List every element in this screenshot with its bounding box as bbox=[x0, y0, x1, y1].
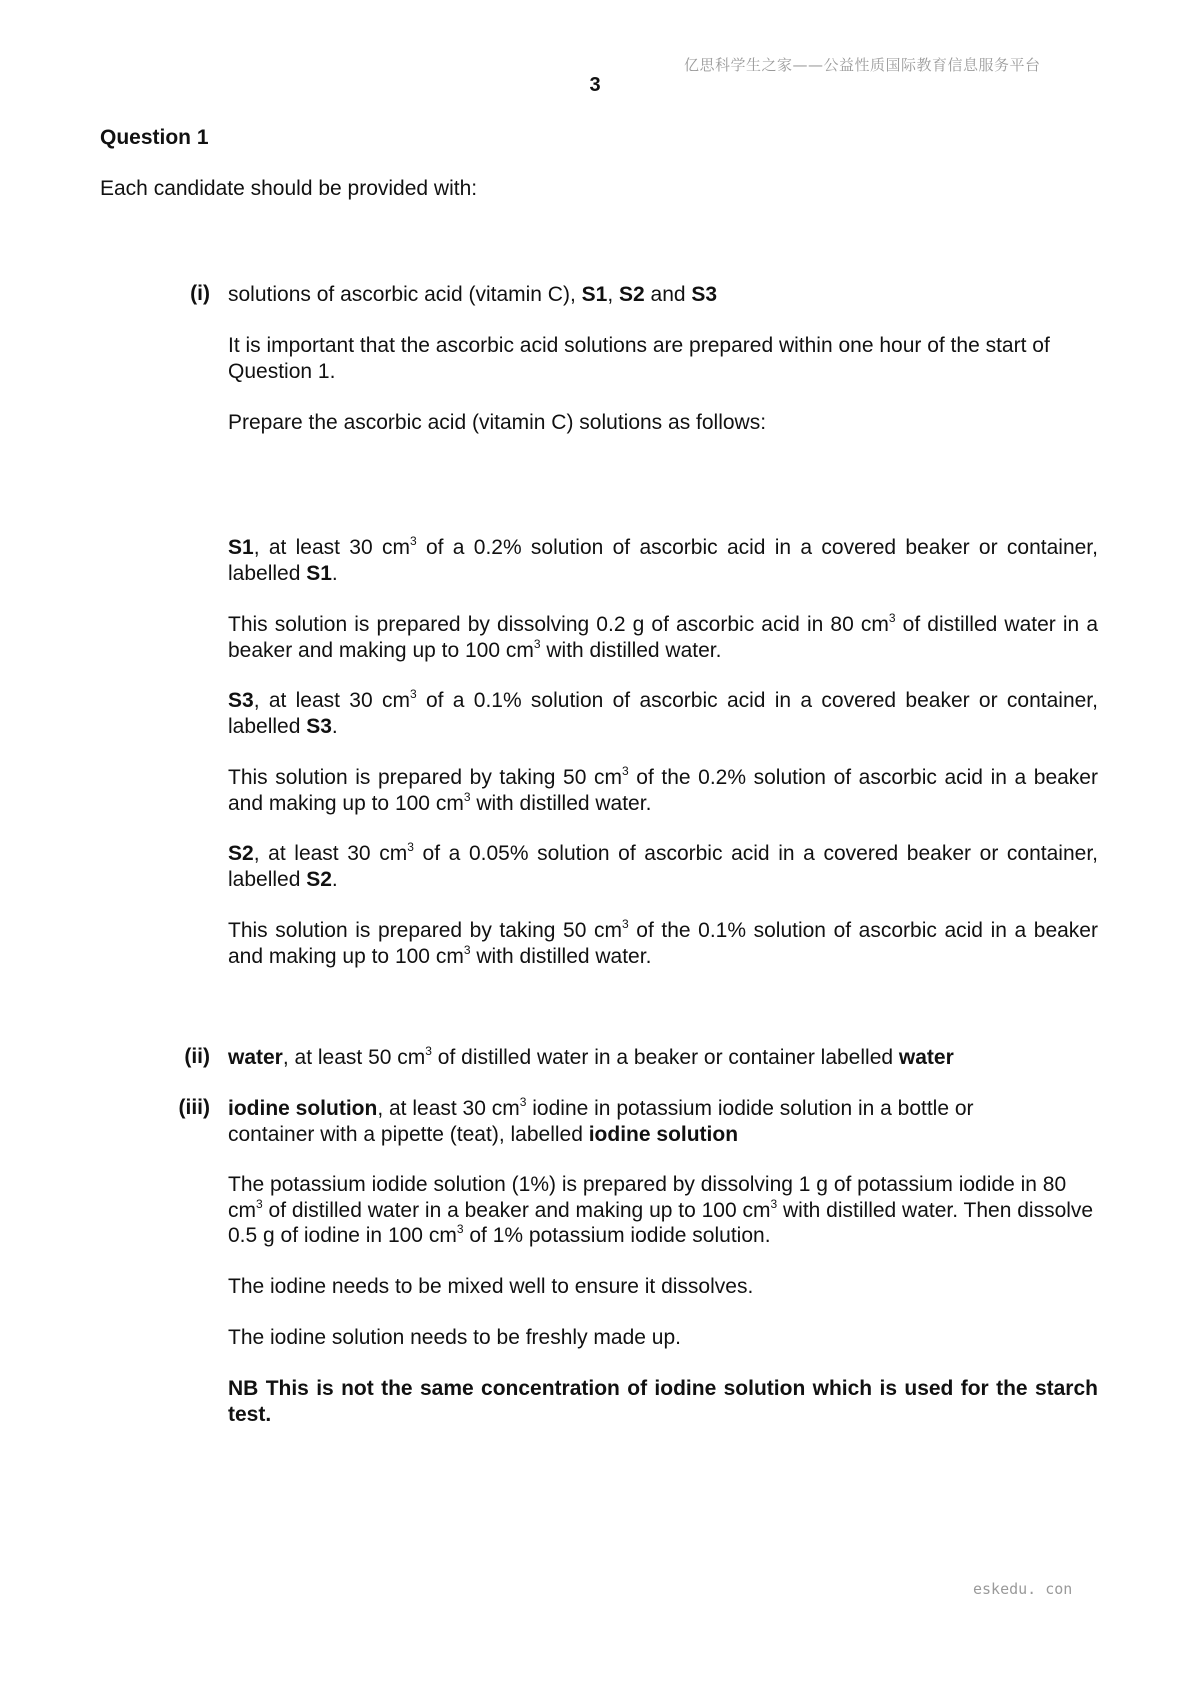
question-title: Question 1 bbox=[100, 126, 209, 149]
s2-preparation: This solution is prepared by taking 50 $cm^3$ of the 0.1% solution of ascorbic acid in a beaker and making up to 100 $cm^3$ with distilled water. bbox=[228, 917, 1098, 968]
s3-preparation: This solution is prepared by taking 50 $cm^3$ of the 0.2% solution of ascorbic acid in a beaker and making up to 100 $cm^3$ with distilled water. bbox=[228, 764, 1098, 815]
item-iii-label: (iii) bbox=[178, 1096, 210, 1119]
item-i-label: (i) bbox=[190, 282, 210, 305]
nb-warning: NB This is not the same concentration of iodine solution which is used for the starch test. bbox=[228, 1377, 1098, 1426]
s3-description: S3, at least 30 $cm^3$ of a 0.1% solution of ascorbic acid in a covered beaker or container, labelled S3. bbox=[228, 687, 1098, 738]
footer-watermark: eskedu. con bbox=[973, 1580, 1073, 1598]
item-i-heading: solutions of ascorbic acid (vitamin C), S1, S2 and S3 bbox=[228, 283, 718, 306]
s2-description: S2, at least 30 $cm^3$ of a 0.05% solution of ascorbic acid in a covered beaker or container, labelled S2. bbox=[228, 840, 1098, 891]
question-intro: Each candidate should be provided with: bbox=[100, 177, 478, 200]
iodine-fresh-note: The iodine solution needs to be freshly made up. bbox=[228, 1326, 681, 1349]
iodine-description: iodine solution, at least 30 $cm^3$ iodine in potassium iodide solution in a bottle or container with a pipette (teat), labelled iodine solution bbox=[228, 1095, 974, 1146]
header-watermark: 亿思科学生之家——公益性质国际教育信息服务平台 bbox=[684, 56, 1041, 74]
s1-description: S1, at least 30 $cm^3$ of a 0.2% solution of ascorbic acid in a covered beaker or container, labelled S1. bbox=[228, 534, 1098, 585]
important-note: It is important that the ascorbic acid solutions are prepared within one hour of the start of Question 1. bbox=[228, 334, 1050, 383]
item-ii-label: (ii) bbox=[184, 1045, 210, 1068]
potassium-iodide-preparation: The potassium iodide solution (1%) is prepared by dissolving 1 g of potassium iodide in 80 $cm^3$ of distilled water in a beaker and making up to 100 $cm^3$ with distilled water. Then dissolve 0.5 g of iodine in 100 $cm^3$ of 1% potassium iodide solution. bbox=[228, 1173, 1094, 1247]
water-description: water, at least 50 $cm^3$ of distilled water in a beaker or container labelled water bbox=[228, 1044, 954, 1069]
page-number: 3 bbox=[589, 74, 601, 96]
prepare-instruction: Prepare the ascorbic acid (vitamin C) solutions as follows: bbox=[228, 411, 767, 434]
s1-preparation: This solution is prepared by dissolving 0.2 g of ascorbic acid in 80 $cm^3$ of distilled water in a beaker and making up to 100 $cm^3$ with distilled water. bbox=[228, 611, 1098, 662]
iodine-mix-note: The iodine needs to be mixed well to ensure it dissolves. bbox=[228, 1275, 754, 1298]
